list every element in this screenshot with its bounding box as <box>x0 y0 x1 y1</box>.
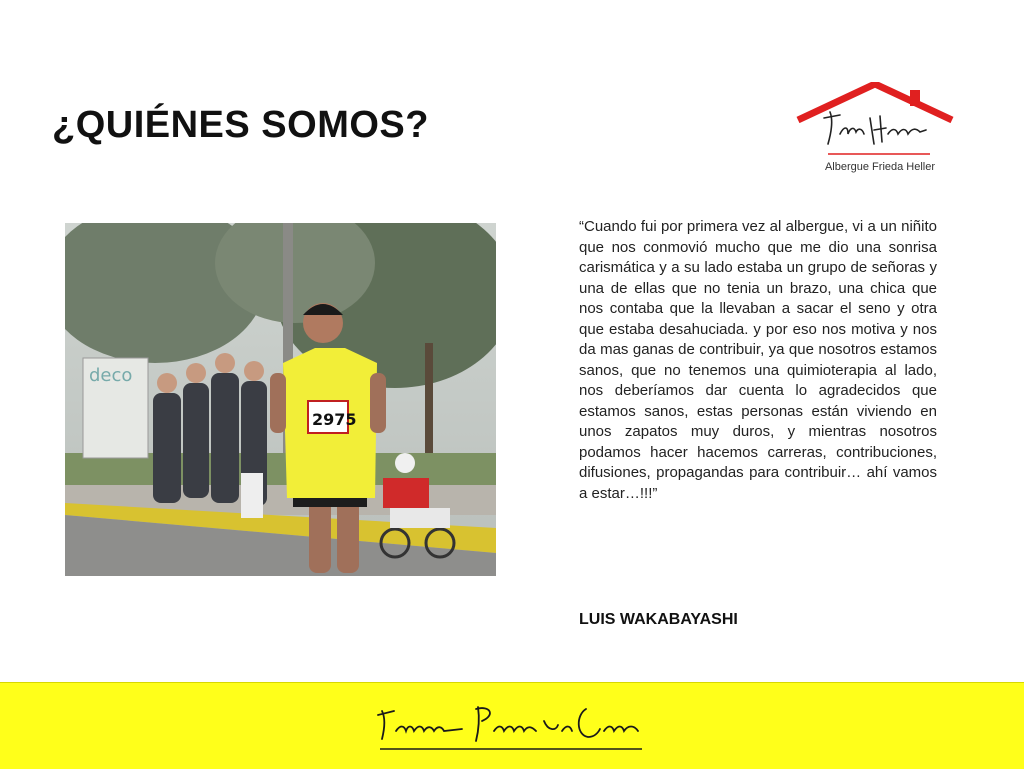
fundacion-logo <box>372 691 654 761</box>
testimonial-author: LUIS WAKABAYASHI <box>579 611 738 628</box>
logo-caption: Albergue Frieda Heller <box>824 161 936 173</box>
logo-signature <box>824 112 926 144</box>
fundacion-signature <box>378 707 638 741</box>
bib-number: 2975 <box>312 410 357 429</box>
sign-text: deco <box>89 365 133 386</box>
runner-photo <box>65 223 496 576</box>
page-title: ¿QUIÉNES SOMOS? <box>52 104 429 146</box>
footer-band <box>0 682 1024 769</box>
testimonial-quote: “Cuando fui por primera vez al albergue, vi a un niñito que nos conmovió mucho que me dio una sonrisa carismática y a su lado estaba un grupo de señoras y una de ellas que no tenia un brazo, una chica que nos contaba que la llevaban a sacar el seno y otra que estaba desahuciada. y por eso nos motiva y nos da mas ganas de contribuir, ya que nosotros estamos sanos, que no tenemos una quimioterapia al lado, nos deberíamos dar cuenta lo agradecidos que estamos sanos, estas personas están viviendo en unos zapatos muy duros, y mientras nosotros podamos hacer hacemos carreras, contribuciones, difusiones, propagandas para contribuir… ahí vamos a estar…!!!” <box>579 218 937 502</box>
house-roof-icon <box>798 84 952 120</box>
